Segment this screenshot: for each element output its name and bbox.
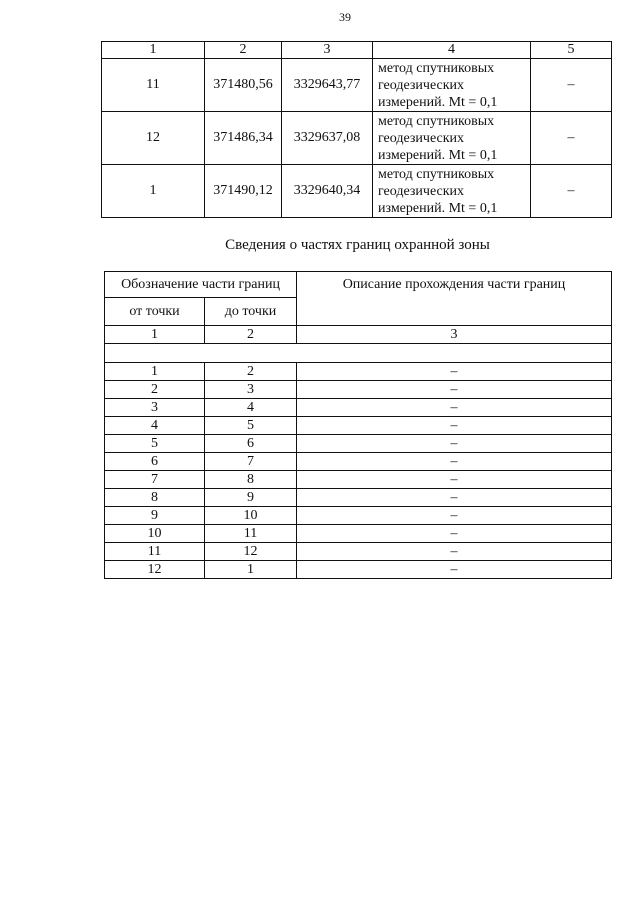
spacer-cell [105,344,612,363]
method-line: геодезических [378,183,465,199]
to-point-cell: 12 [205,543,297,561]
to-point-cell: 6 [205,435,297,453]
note-cell: – [531,112,612,165]
from-point-cell: 11 [105,543,205,561]
header-group-row [105,272,612,298]
from-point-cell: 1 [105,363,205,381]
method-line: геодезических [378,130,465,146]
page-number: 39 [339,10,351,24]
parts-row [105,435,612,453]
to-point-cell: 10 [205,507,297,525]
boundary-parts-header [105,272,612,363]
coordinates-table [101,41,612,218]
spacer-row [105,344,612,363]
coordinates-row [102,165,612,218]
description-cell: – [297,435,612,453]
method-line: метод спутниковых [378,60,495,76]
description-cell: – [297,561,612,579]
coordinates-table-header [102,42,612,59]
from-point-cell: 10 [105,525,205,543]
point-number-cell: 11 [102,59,205,112]
to-point-cell: 8 [205,471,297,489]
from-point-cell: 4 [105,417,205,435]
description-cell: – [297,543,612,561]
point-number-cell: 1 [102,165,205,218]
to-point-cell: 9 [205,489,297,507]
point-number-cell: 12 [102,112,205,165]
to-point-cell: 3 [205,381,297,399]
description-cell: – [297,399,612,417]
column-index-2: 2 [205,42,282,59]
description-cell: – [297,489,612,507]
method-cell [373,165,531,218]
description-cell: – [297,363,612,381]
parts-row [105,543,612,561]
x-coordinate-cell: 371486,34 [205,112,282,165]
boundary-parts-body [105,363,612,579]
from-point-cell: 2 [105,381,205,399]
from-point-cell: 12 [105,561,205,579]
note-cell: – [531,59,612,112]
parts-row [105,399,612,417]
method-cell [373,59,531,112]
designation-header: Обозначение части границ [105,272,297,298]
y-coordinate-cell: 3329643,77 [282,59,373,112]
method-line: метод спутниковых [378,113,495,129]
parts-row [105,381,612,399]
parts-row [105,561,612,579]
y-coordinate-cell: 3329640,34 [282,165,373,218]
method-line: геодезических [378,77,465,93]
column-index-3: 3 [297,326,612,344]
note-cell: – [531,165,612,218]
parts-row [105,453,612,471]
description-cell: – [297,525,612,543]
column-index-1: 1 [105,326,205,344]
method-line: измерений. Mt = 0,1 [378,147,498,163]
y-coordinate-cell: 3329637,08 [282,112,373,165]
method-line: измерений. Mt = 0,1 [378,200,498,216]
method-cell [373,112,531,165]
column-index-3: 3 [282,42,373,59]
from-point-cell: 6 [105,453,205,471]
x-coordinate-cell: 371490,12 [205,165,282,218]
description-cell: – [297,417,612,435]
to-point-cell: 4 [205,399,297,417]
description-cell: – [297,381,612,399]
from-point-cell: 9 [105,507,205,525]
column-index-1: 1 [102,42,205,59]
to-point-cell: 7 [205,453,297,471]
to-point-header: до точки [205,298,297,326]
coordinates-row [102,112,612,165]
coordinates-row [102,59,612,112]
description-cell: – [297,507,612,525]
parts-row [105,363,612,381]
parts-row [105,489,612,507]
description-cell: – [297,471,612,489]
to-point-cell: 2 [205,363,297,381]
boundary-parts-table [104,271,612,579]
section-title: Сведения о частях границ охранной зоны [225,237,490,253]
description-header: Описание прохождения части границ [297,272,612,326]
to-point-cell: 1 [205,561,297,579]
parts-row [105,471,612,489]
from-point-header: от точки [105,298,205,326]
method-line: измерений. Mt = 0,1 [378,94,498,110]
from-point-cell: 7 [105,471,205,489]
from-point-cell: 8 [105,489,205,507]
column-index-5: 5 [531,42,612,59]
from-point-cell: 5 [105,435,205,453]
method-line: метод спутниковых [378,166,495,182]
coordinates-table-body [102,59,612,218]
description-cell: – [297,453,612,471]
parts-row [105,417,612,435]
header-index-row [105,326,612,344]
to-point-cell: 11 [205,525,297,543]
column-index-2: 2 [205,326,297,344]
parts-row [105,507,612,525]
x-coordinate-cell: 371480,56 [205,59,282,112]
from-point-cell: 3 [105,399,205,417]
to-point-cell: 5 [205,417,297,435]
parts-row [105,525,612,543]
coordinates-header-row [102,42,612,59]
column-index-4: 4 [373,42,531,59]
